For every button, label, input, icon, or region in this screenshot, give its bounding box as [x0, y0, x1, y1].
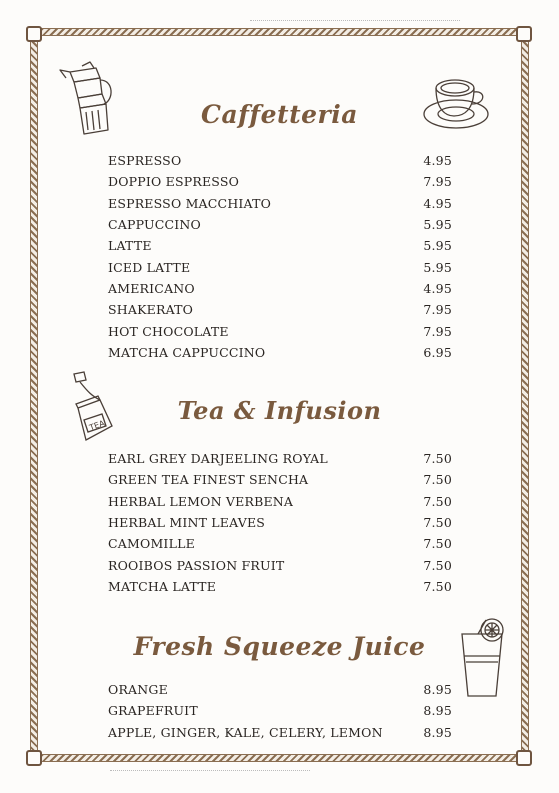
menu-item-name: CAPPUCCINO [108, 217, 201, 233]
menu-item [108, 469, 452, 490]
menu-item-price: 7.50 [423, 451, 452, 467]
menu-item-name: SHAKERATO [108, 302, 194, 318]
rope-border-top [34, 28, 525, 36]
menu-item-price: 7.50 [423, 557, 452, 573]
menu-item-name: EARL GREY DARJEELING ROYAL [108, 451, 328, 467]
menu-item-name: HERBAL MINT LEAVES [108, 515, 266, 531]
menu-item [108, 299, 452, 320]
menu-item [108, 278, 452, 299]
menu-item [108, 679, 452, 700]
menu-item-name: AMERICANO [108, 280, 195, 296]
corner-bottom-right [516, 750, 532, 766]
menu-item-name: ESPRESSO [108, 153, 182, 169]
menu-item-name: MATCHA CAPPUCCINO [108, 344, 266, 360]
menu-item-name: HOT CHOCOLATE [108, 323, 229, 339]
top-dotted-line [250, 20, 460, 21]
menu-item [108, 533, 452, 554]
section-title-caffetteria: Caffetteria [201, 100, 358, 129]
menu-list-fresh-juice [108, 679, 452, 743]
menu-item-price: 4.95 [423, 280, 452, 296]
menu-item [108, 193, 452, 214]
menu-item-price: 7.50 [423, 493, 452, 509]
menu-item-name: APPLE, GINGER, KALE, CELERY, LEMON [108, 724, 383, 740]
menu-item [108, 342, 452, 363]
menu-item-price: 5.95 [423, 238, 452, 254]
menu-item [108, 448, 452, 469]
corner-top-left [26, 26, 42, 42]
menu-item-price: 4.95 [423, 153, 452, 169]
menu-list-caffetteria [108, 150, 452, 363]
menu-item-name: CAMOMILLE [108, 536, 195, 552]
menu-item-price: 7.50 [423, 515, 452, 531]
menu-item-name: ORANGE [108, 682, 168, 698]
corner-top-right [516, 26, 532, 42]
menu-item-name: GRAPEFRUIT [108, 703, 198, 719]
menu-item [108, 576, 452, 597]
menu-item [108, 214, 452, 235]
menu-item-price: 7.95 [423, 174, 452, 190]
rope-border-bottom [34, 754, 525, 762]
menu-item-name: ESPRESSO MACCHIATO [108, 195, 272, 211]
menu-item-name: HERBAL LEMON VERBENA [108, 493, 294, 509]
menu-item [108, 512, 452, 533]
menu-item [108, 554, 452, 575]
menu-item [108, 722, 452, 743]
menu-item-price: 8.95 [423, 724, 452, 740]
menu-item-price: 8.95 [423, 703, 452, 719]
menu-item [108, 150, 452, 171]
menu-item [108, 171, 452, 192]
menu-item-price: 8.95 [423, 682, 452, 698]
menu-item [108, 256, 452, 277]
bottom-dotted-line [110, 770, 310, 771]
menu-item-price: 4.95 [423, 195, 452, 211]
section-title-tea-infusion: Tea & Infusion [177, 396, 382, 425]
menu-item-price: 7.50 [423, 472, 452, 488]
menu-item [108, 491, 452, 512]
menu-item-price: 6.95 [423, 344, 452, 360]
menu-item-price: 5.95 [423, 259, 452, 275]
menu-list-tea-infusion [108, 448, 452, 597]
menu-item-name: ICED LATTE [108, 259, 191, 275]
menu-item-price: 7.50 [423, 536, 452, 552]
menu-item-price: 7.95 [423, 302, 452, 318]
menu-item [108, 320, 452, 341]
menu-item-name: DOPPIO ESPRESSO [108, 174, 240, 190]
menu-item-name: LATTE [108, 238, 152, 254]
menu-item [108, 700, 452, 721]
menu-item-price: 7.95 [423, 323, 452, 339]
menu-item-name: ROOIBOS PASSION FRUIT [108, 557, 285, 573]
menu-item-price: 7.50 [423, 578, 452, 594]
menu-item-name: MATCHA LATTE [108, 578, 217, 594]
section-title-fresh-juice: Fresh Squeeze Juice [133, 632, 426, 661]
menu-item-price: 5.95 [423, 217, 452, 233]
menu-item [108, 235, 452, 256]
menu-item-name: GREEN TEA FINEST SENCHA [108, 472, 309, 488]
tea-bag-label: TEA [88, 418, 106, 433]
corner-bottom-left [26, 750, 42, 766]
